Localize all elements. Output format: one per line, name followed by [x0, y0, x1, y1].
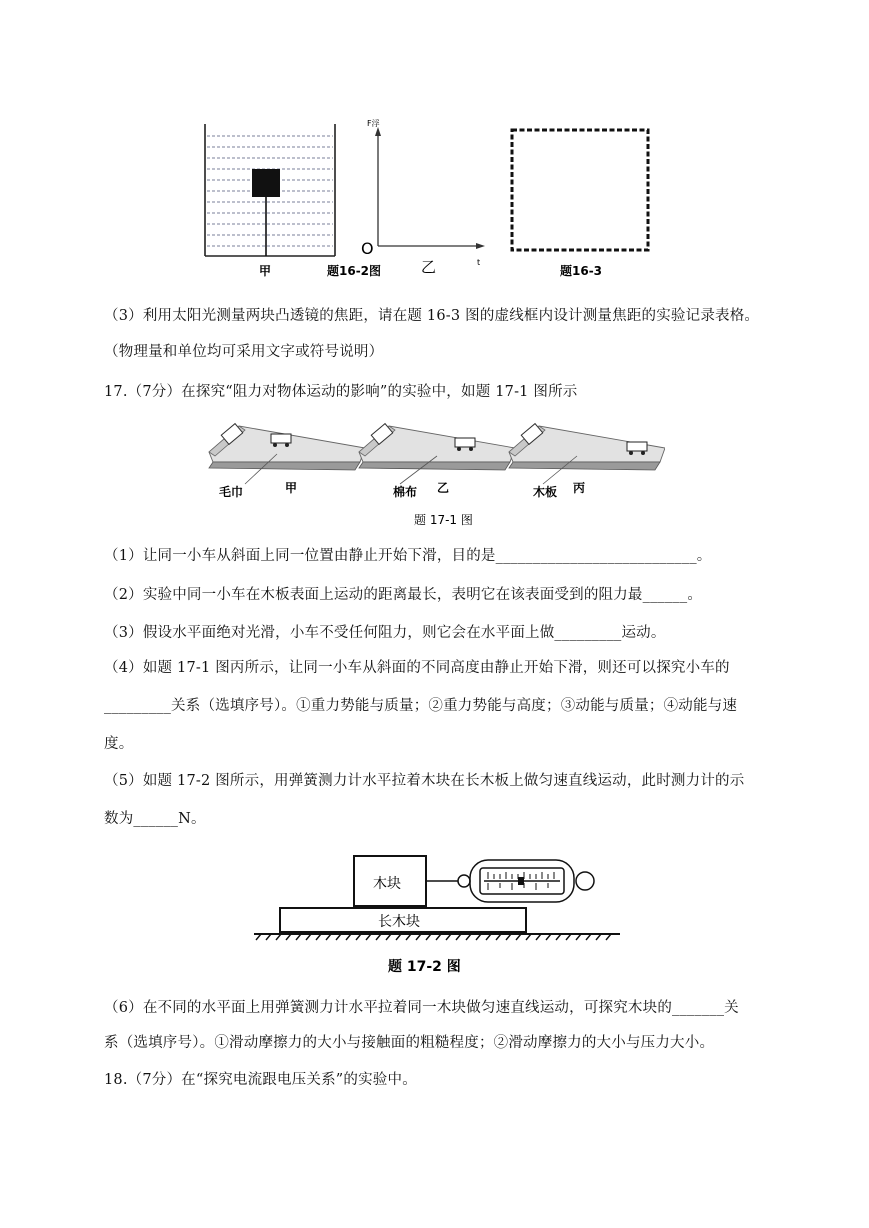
- axis-label-y: F浮: [367, 119, 380, 128]
- spring-scale: [426, 860, 594, 902]
- figure-16-2: [195, 110, 655, 285]
- ramp-towel: [209, 424, 365, 484]
- axis-label-x: t: [477, 258, 481, 267]
- q17-s6a: （6）在不同的水平面上用弹簧测力计水平拉着同一木块做匀速直线运动，可探究木块的_______关: [104, 1000, 739, 1016]
- q16-3-line1: （3）利用太阳光测量两块凸透镜的焦距，请在题 16-3 图的虚线框内设计测量焦距的实验记录表格。: [104, 308, 760, 324]
- caption-16-3: 题16-3: [560, 264, 603, 278]
- dashed-box-16-3: [512, 130, 648, 250]
- q17-s1: （1）让同一小车从斜面上同一位置由静止开始下滑，目的是___________________________。: [104, 548, 712, 564]
- mark-yi: 乙: [437, 481, 450, 495]
- figure-17-2: [252, 848, 622, 978]
- q17-s2: （2）实验中同一小车在木板表面上运动的距离最长，表明它在该表面受到的阻力最______。: [104, 587, 703, 603]
- beaker-diagram: [205, 124, 335, 256]
- label-block: 木块: [373, 876, 401, 892]
- ramp-cotton: [359, 424, 515, 484]
- q17-s5a: （5）如题 17-2 图所示，用弹簧测力计水平拉着木块在长木板上做匀速直线运动，此时测力计的示: [104, 773, 745, 789]
- ramp-wood: [509, 424, 665, 484]
- q16-3-line2: （物理量和单位均可采用文字或符号说明）: [104, 344, 384, 360]
- q17-s4b: _________关系（选填序号）。①重力势能与质量；②重力势能与高度；③动能与质量；④动能与速: [104, 698, 738, 714]
- q17-s3: （3）假设水平面绝对光滑，小车不受任何阻力，则它会在水平面上做_________运动。: [104, 625, 666, 641]
- q17-s5b: 数为______N。: [104, 811, 206, 827]
- caption-16-2: 题16-2图: [327, 264, 382, 278]
- caption-17-2: 题 17-2 图: [388, 959, 461, 975]
- block-shape: [252, 169, 280, 197]
- origin-label: O: [361, 239, 374, 258]
- q17-header: 17.（7分）在探究“阻力对物体运动的影响”的实验中，如题 17-1 图所示: [104, 384, 578, 400]
- mark-bing: 丙: [573, 481, 586, 495]
- label-towel: 毛巾: [219, 485, 244, 499]
- mark-jia: 甲: [285, 481, 298, 495]
- q17-s4a: （4）如题 17-1 图丙所示，让同一小车从斜面的不同高度由静止开始下滑，则还可以探究小车的: [104, 660, 730, 676]
- buoyancy-graph-axes: [375, 127, 485, 249]
- figure-17-1: [205, 418, 665, 528]
- label-board: 长木块: [378, 914, 420, 930]
- label-jia: 甲: [259, 264, 272, 278]
- label-cotton: 棉布: [393, 485, 418, 499]
- label-wood: 木板: [533, 485, 558, 499]
- caption-17-1: 题 17-1 图: [414, 513, 473, 527]
- label-yi: 乙: [421, 258, 437, 276]
- q18-header: 18.（7分）在“探究电流跟电压关系”的实验中。: [104, 1072, 417, 1088]
- q17-s6b: 系（选填序号）。①滑动摩擦力的大小与接触面的粗糙程度；②滑动摩擦力的大小与压力大小。: [104, 1035, 715, 1051]
- q17-s4c: 度。: [104, 736, 134, 752]
